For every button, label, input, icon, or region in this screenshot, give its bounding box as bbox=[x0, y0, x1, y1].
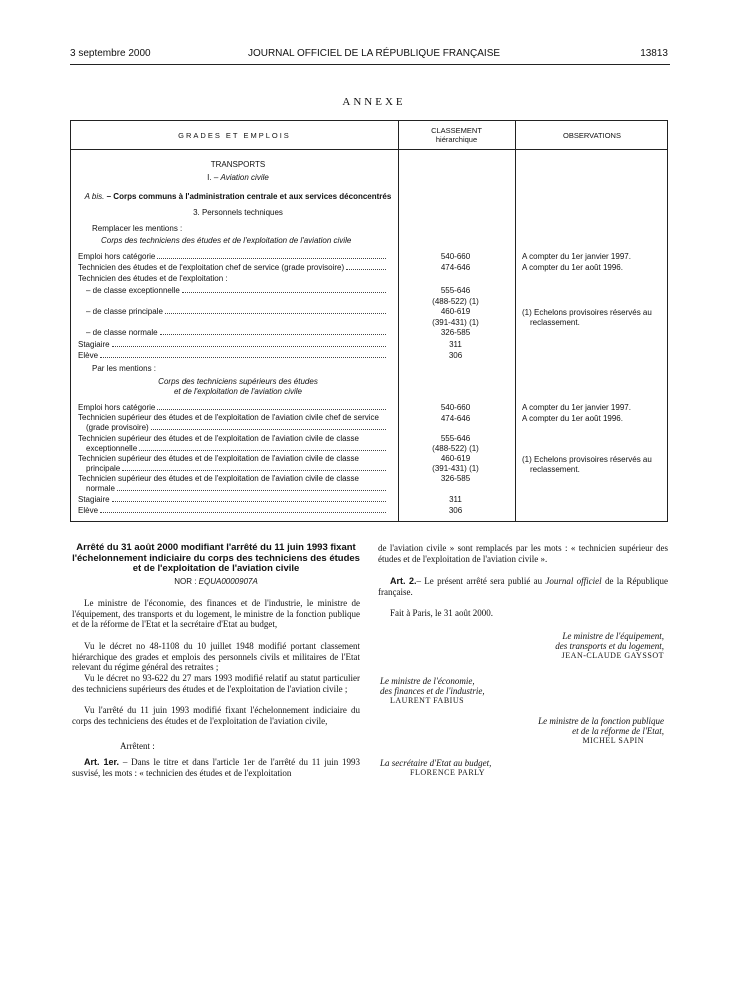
table-row: Elève bbox=[78, 351, 388, 360]
classement-value: (391-431) (1) bbox=[432, 318, 479, 327]
classement-value: 306 bbox=[448, 506, 463, 515]
table-row: – de classe exceptionnelle bbox=[86, 286, 388, 295]
classement-value: 326-585 bbox=[440, 328, 471, 337]
arrete-title: Arrêté du 31 août 2000 modifiant l'arrêté du 11 juin 1993 fixant l'échelonnement indiciaire du corps des techniciens des études et de l'exploitation de l'aviation civile bbox=[72, 542, 360, 574]
classement-value: 474-646 bbox=[440, 263, 471, 272]
nor-reference: NOR : EQUA0000907A bbox=[174, 577, 258, 586]
signature-equipement: Le ministre de l'équipement, des transports et du logement, JEAN-CLAUDE GAYSSOT bbox=[555, 631, 664, 660]
classement-value: 460-619 bbox=[440, 307, 471, 316]
classement-value: 540-660 bbox=[440, 403, 471, 412]
table-row: Emploi hors catégorie bbox=[78, 252, 388, 261]
arretent-label: Arrêtent : bbox=[120, 741, 155, 751]
table-row: normale bbox=[86, 484, 388, 493]
table-row: Stagiaire bbox=[78, 495, 388, 504]
visa-paragraph: Vu le décret no 93-622 du 27 mars 1993 modifié relatif au statut particulier des techniciens supérieurs des études et de l'exploitation de l'aviation civile ; bbox=[72, 673, 360, 694]
classement-value: 555-646 bbox=[440, 434, 471, 443]
article-1: Art. 1er. – Dans le titre et dans l'article 1er de l'arrêté du 11 juin 1993 susvisé, les mots : « technicien des études et de l'exploitation bbox=[72, 757, 360, 778]
observation-text: A compter du 1er janvier 1997. bbox=[522, 252, 631, 261]
classement-value: (488-522) (1) bbox=[432, 444, 479, 453]
page-number: 13813 bbox=[640, 48, 668, 59]
table-row: Emploi hors catégorie bbox=[78, 403, 388, 412]
col-header-observations: OBSERVATIONS bbox=[563, 130, 621, 140]
table-row: Technicien supérieur des études et de l'exploitation de l'aviation civile chef de service bbox=[78, 413, 380, 422]
classement-value: 540-660 bbox=[440, 252, 471, 261]
annexe-title: ANNEXE bbox=[342, 96, 406, 108]
table-row: exceptionnelle bbox=[86, 444, 388, 453]
section-aviation: I. – Aviation civile bbox=[207, 173, 269, 182]
article-1-continued: de l'aviation civile » sont remplacés par les mots : « technicien supérieur des études et de l'exploitation de l'aviation civile ». bbox=[378, 543, 668, 564]
journal-title: JOURNAL OFFICIEL DE LA RÉPUBLIQUE FRANÇAISE bbox=[247, 48, 501, 59]
table-row: – de classe normale bbox=[86, 328, 388, 337]
table-row: Technicien supérieur des études et de l'exploitation de l'aviation civile de classe bbox=[78, 474, 359, 483]
observation-text: (1) Echelons provisoires réservés au bbox=[522, 308, 652, 317]
table-row: Technicien des études et de l'exploitation chef de service (grade provisoire) bbox=[78, 263, 388, 272]
observation-text: reclassement. bbox=[530, 465, 580, 474]
header-rule bbox=[70, 64, 670, 65]
table-row: principale bbox=[86, 464, 388, 473]
classement-value: (488-522) (1) bbox=[432, 297, 479, 306]
table-row: Stagiaire bbox=[78, 340, 388, 349]
table-row: Technicien supérieur des études et de l'exploitation de l'aviation civile de classe bbox=[78, 454, 359, 463]
col-header-classement: CLASSEMENT hiérarchique bbox=[431, 126, 482, 144]
visa-paragraph: Vu l'arrêté du 11 juin 1993 modifié fixant l'échelonnement indiciaire du corps des techniciens des études et de l'exploitation de l'aviation civile, bbox=[72, 705, 360, 726]
corps1-label: Corps des techniciens des études et de l'exploitation de l'aviation civile bbox=[101, 236, 352, 245]
header-date: 3 septembre 2000 bbox=[70, 48, 151, 59]
observation-text: A compter du 1er août 1996. bbox=[522, 263, 623, 272]
signature-fonction-publique: Le ministre de la fonction publique et de la réforme de l'Etat, MICHEL SAPIN bbox=[538, 716, 664, 745]
table-row: Elève bbox=[78, 506, 388, 515]
section-abis: A bis. – Corps communs à l'administration centrale et aux services déconcentrés bbox=[84, 192, 392, 201]
parles-label: Par les mentions : bbox=[92, 364, 157, 373]
preamble-paragraph: Le ministre de l'économie, des finances et de l'industrie, le ministre de l'équipement, des transports et du logement, le ministre de la fonction publique et de la réforme de l'Etat et la secrétaire d'Etat au budget, bbox=[72, 598, 360, 629]
article-2: Art. 2.– Le présent arrêté sera publié au Journal officiel de la République française. bbox=[378, 576, 668, 597]
table-row: Technicien des études et de l'exploitation : bbox=[78, 274, 228, 283]
table-row: Technicien supérieur des études et de l'exploitation de l'aviation civile de classe bbox=[78, 434, 359, 443]
observation-text: reclassement. bbox=[530, 318, 580, 327]
signature-budget: La secrétaire d'Etat au budget, FLORENCE PARLY bbox=[380, 758, 492, 777]
classement-value: 306 bbox=[448, 351, 463, 360]
classement-value: (391-431) (1) bbox=[432, 464, 479, 473]
classement-value: 555-646 bbox=[440, 286, 471, 295]
visa-paragraph: Vu le décret no 48-1108 du 10 juillet 1948 modifié portant classement hiérarchique des grades et emplois des personnels civils et militaires de l'Etat relevant du régime général des retraites ; bbox=[72, 641, 360, 672]
table-row: (grade provisoire) bbox=[86, 423, 388, 432]
observation-text: A compter du 1er août 1996. bbox=[522, 414, 623, 423]
remplacer-label: Remplacer les mentions : bbox=[92, 224, 183, 233]
corps2-label-1: Corps des techniciens supérieurs des études bbox=[158, 377, 318, 386]
table-row: – de classe principale bbox=[86, 307, 388, 316]
observation-text: A compter du 1er janvier 1997. bbox=[522, 403, 631, 412]
fait-a-paris: Fait à Paris, le 31 août 2000. bbox=[390, 608, 493, 618]
classement-value: 474-646 bbox=[440, 414, 471, 423]
section-transports: TRANSPORTS bbox=[210, 160, 266, 169]
corps2-label-2: et de l'exploitation de l'aviation civile bbox=[173, 387, 303, 396]
section-personnels: 3. Personnels techniques bbox=[193, 208, 283, 217]
col-header-grades: GRADES ET EMPLOIS bbox=[178, 130, 291, 140]
observation-text: (1) Echelons provisoires réservés au bbox=[522, 455, 652, 464]
signature-economie: Le ministre de l'économie, des finances et de l'industrie, LAURENT FABIUS bbox=[380, 676, 485, 705]
classement-value: 311 bbox=[449, 340, 462, 349]
classement-value: 460-619 bbox=[440, 454, 471, 463]
classement-value: 311 bbox=[449, 495, 462, 504]
classement-value: 326-585 bbox=[440, 474, 471, 483]
